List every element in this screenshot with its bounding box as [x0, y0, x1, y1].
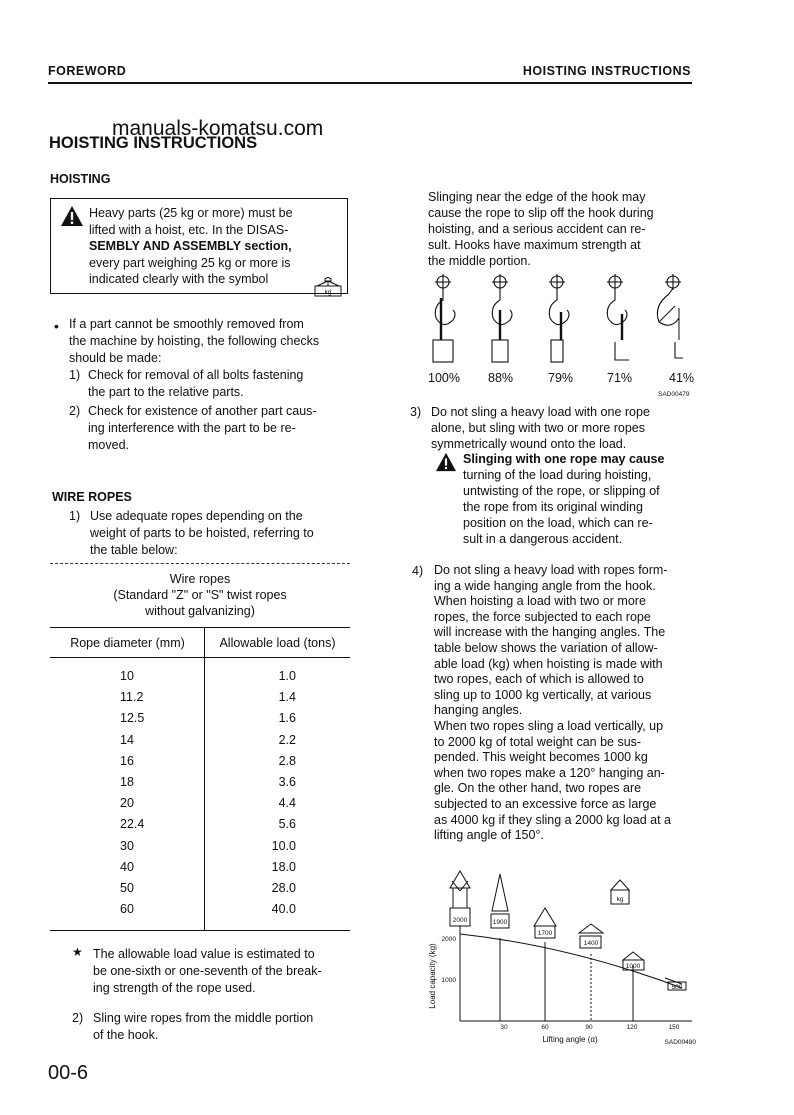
table-cell-load: 2.8: [278, 754, 296, 768]
item4-line: able load (kg) when hoisting is made with: [434, 656, 663, 671]
hook-percent: 71%: [607, 371, 633, 385]
warning-icon: [60, 205, 84, 232]
check-text: [88, 367, 352, 401]
page-title: HOISTING INSTRUCTIONS: [49, 134, 258, 152]
note-text: [93, 946, 360, 997]
check-line: Check for existence of another part caus-: [88, 404, 317, 418]
table-cell-load: 18.0: [271, 860, 296, 874]
x-axis-label: Lifting angle (α): [542, 1035, 598, 1044]
table-rule-head-bottom: [50, 657, 350, 658]
warning-text: [89, 205, 339, 288]
box-label: 2000: [452, 917, 468, 924]
table-cell-diameter: 12.5: [120, 711, 145, 725]
table-cell-load: 40.0: [271, 902, 296, 916]
table-header-diameter: Rope diameter (mm): [70, 636, 185, 650]
box-label: 1700: [537, 930, 553, 937]
item4-line: When two ropes sling a load vertically, up: [434, 718, 664, 733]
warning-line: indicated clearly with the symbol: [89, 272, 269, 286]
x-tick-label: 60: [541, 1024, 549, 1031]
table-header-load: Allowable load (tons): [219, 636, 336, 650]
x-tick-label: 30: [500, 1024, 508, 1031]
item3-line: symmetrically wound onto the load.: [431, 437, 627, 451]
table-cell-load: 2.2: [278, 733, 296, 747]
table-rule-top: [50, 563, 350, 564]
hoisting-heading: HOISTING: [50, 172, 111, 186]
table-cell-load: 10.0: [271, 839, 296, 853]
item4-line: ing a wide hanging angle from the hook.: [434, 578, 656, 593]
item4-line: hanging angles.: [434, 703, 523, 718]
hook-percent: 88%: [488, 371, 514, 385]
box-label: 1000: [625, 963, 641, 970]
hook-figure-code: SAD00479: [658, 391, 690, 398]
hook-intro-line: cause the rope to slip off the hook during: [428, 206, 654, 220]
bullet-line: the machine by hoisting, the following checks: [69, 334, 320, 348]
table-rule-bottom: [50, 930, 350, 931]
table-cell-diameter: 14: [120, 733, 134, 747]
header-section-title: FOREWORD: [48, 64, 127, 78]
wire-item-line: weight of parts to be hoisted, referring to: [90, 526, 314, 540]
warning-line: lifted with a hoist, etc. In the DISAS-: [89, 222, 289, 237]
table-cell-diameter: 11.2: [120, 690, 144, 704]
capacity-curve: [460, 934, 682, 988]
table-cell-load: 28.0: [271, 881, 296, 895]
wire-item-line: the table below:: [90, 543, 178, 557]
note-line: be one-sixth or one-seventh of the break-: [93, 964, 322, 978]
load-capacity-chart: [420, 866, 706, 1048]
table-cell-load: 1.6: [278, 711, 296, 725]
item4-line: when two ropes make a 120° hanging an-: [434, 765, 665, 780]
warning-line: SEMBLY AND ASSEMBLY section,: [89, 239, 292, 253]
note-line: ing strength of the rope used.: [93, 981, 256, 995]
item3-warning-line: sult in a dangerous accident.: [463, 532, 623, 546]
y-tick-label: 2000: [441, 936, 456, 943]
note-star-icon: ★: [72, 945, 83, 959]
weight-symbol-label: kg: [324, 289, 332, 296]
item4-line: table below shows the variation of allow-: [434, 640, 658, 655]
check-number: 2): [69, 404, 81, 418]
table-column-divider: [204, 627, 205, 930]
wire-item-line: Sling wire ropes from the middle portion: [93, 1011, 314, 1025]
hook-figure: [657, 274, 683, 358]
item4-line: lifting angle of 150°.: [434, 828, 544, 843]
table-cell-diameter: 50: [120, 881, 134, 895]
item3-warning-line: turning of the load during hoisting,: [463, 468, 652, 482]
warning-icon: [435, 452, 457, 477]
hook-intro-text: [428, 189, 694, 269]
item4-line: pended. This weight becomes 1000 kg: [434, 750, 648, 765]
table-cell-diameter: 10: [120, 669, 134, 683]
wire-item-text: [90, 508, 354, 559]
table-cell-diameter: 22.4: [120, 817, 145, 831]
check-line: moved.: [88, 438, 129, 452]
wire-item-number: 1): [69, 509, 81, 523]
item3-warning-text: [463, 451, 697, 547]
hook-figure: [433, 274, 455, 362]
item3-warning-line: untwisting of the rope, or slipping of: [463, 484, 660, 498]
item4-line: gle. On the other hand, two ropes are: [434, 781, 642, 796]
item4-line: as 4000 kg if they sling a 2000 kg load at a: [434, 812, 671, 827]
table-cell-diameter: 40: [120, 860, 134, 874]
item4-line: to 2000 kg of total weight can be sus-: [434, 734, 642, 749]
wire-item-line: of the hook.: [93, 1028, 159, 1042]
header-page-title: HOISTING INSTRUCTIONS: [522, 64, 691, 78]
check-text: [88, 403, 352, 454]
item-number: 4): [412, 564, 424, 578]
item4-line: Do not sling a heavy load with ropes form-: [434, 563, 668, 577]
item3-line: alone, but sling with two or more ropes: [431, 421, 645, 435]
warning-line: Heavy parts (25 kg or more) must be: [89, 206, 293, 220]
y-tick-label: 1000: [441, 977, 456, 984]
item3-warning-line: position on the load, which can re-: [463, 516, 653, 530]
table-caption-line: Wire ropes: [169, 572, 231, 586]
bullet-text: [69, 316, 351, 367]
item-number: 3): [410, 405, 422, 419]
hook-intro-line: Slinging near the edge of the hook may: [428, 190, 646, 204]
hook-intro-line: sult. Hooks have maximum strength at: [428, 238, 641, 252]
bullet-line: If a part cannot be smoothly removed from: [69, 317, 304, 331]
wire-item-text: [93, 1010, 360, 1044]
table-cell-load: 5.6: [278, 817, 296, 831]
item4-line: two ropes, each of which is allowed to: [434, 672, 644, 687]
table-cell-diameter: 60: [120, 902, 134, 916]
hook-figure: [607, 274, 629, 360]
item4-line: subjected to an excessive force as large: [434, 796, 657, 811]
warning-line: every part weighing 25 kg or more is: [89, 255, 291, 270]
table-cell-diameter: 18: [120, 775, 134, 789]
table-rule-head-top: [50, 627, 350, 628]
bullet-dot: •: [54, 318, 59, 334]
item4-text: [434, 563, 698, 844]
hook-percent: 79%: [548, 371, 574, 385]
table-caption: [50, 571, 350, 619]
table-caption-line: (Standard "Z" or "S" twist ropes: [113, 588, 287, 602]
hook-percent: 100%: [428, 371, 460, 385]
wire-item-number: 2): [72, 1011, 84, 1025]
hook-percent: 41%: [669, 371, 695, 385]
check-line: Check for removal of all bolts fastening: [88, 368, 304, 382]
x-tick-label: 90: [585, 1024, 593, 1031]
table-cell-load: 1.0: [278, 669, 296, 683]
item3-text: [431, 404, 697, 452]
check-line: the part to the relative parts.: [88, 385, 244, 399]
wire-ropes-heading: WIRE ROPES: [52, 490, 132, 504]
item4-line: ropes, the force subjected to each rope: [434, 609, 651, 624]
watermark: manuals-komatsu.com: [112, 117, 324, 140]
item3-warning-line: the rope from its original winding: [463, 500, 643, 514]
hook-figure: [549, 274, 569, 362]
y-axis-label: Load capacity (kg): [428, 943, 437, 1009]
table-cell-load: 4.4: [278, 796, 296, 810]
x-tick-label: 150: [668, 1024, 680, 1031]
table-cell-diameter: 20: [120, 796, 134, 810]
item3-line: Do not sling a heavy load with one rope: [431, 405, 650, 419]
table-cell-load: 1.4: [278, 690, 296, 704]
hook-intro-line: the middle portion.: [428, 254, 531, 268]
box-label: 500: [671, 984, 683, 991]
table-cell-diameter: 30: [120, 839, 134, 853]
item4-line: sling up to 1000 kg vertically, at various: [434, 687, 652, 702]
note-line: The allowable load value is estimated to: [93, 947, 315, 961]
x-tick-label: 120: [626, 1024, 638, 1031]
page-number: 00-6: [48, 1062, 89, 1084]
table-cell-load: 3.6: [278, 775, 296, 789]
item3-warning-line: Slinging with one rope may cause: [463, 452, 665, 466]
chart-figure-code: SAD00480: [664, 1039, 696, 1046]
hook-intro-line: hoisting, and a serious accident can re-: [428, 222, 646, 236]
hook-figure: [492, 274, 512, 362]
box-label: 1400: [583, 940, 599, 947]
item4-line: When hoisting a load with two or more: [434, 594, 646, 609]
hook-diagram: [405, 270, 705, 370]
check-number: 1): [69, 368, 81, 382]
kg-label: kg: [616, 896, 624, 903]
table-caption-line: without galvanizing): [145, 604, 255, 618]
bullet-line: should be made:: [69, 351, 162, 365]
check-line: ing interference with the part to be re-: [88, 421, 296, 435]
weight-symbol-icon: [312, 277, 344, 302]
wire-item-line: Use adequate ropes depending on the: [90, 509, 303, 523]
header-rule: [48, 82, 692, 84]
item4-line: will increase with the hanging angles. The: [434, 625, 666, 640]
table-cell-diameter: 16: [120, 754, 134, 768]
box-label: 1900: [492, 919, 508, 926]
